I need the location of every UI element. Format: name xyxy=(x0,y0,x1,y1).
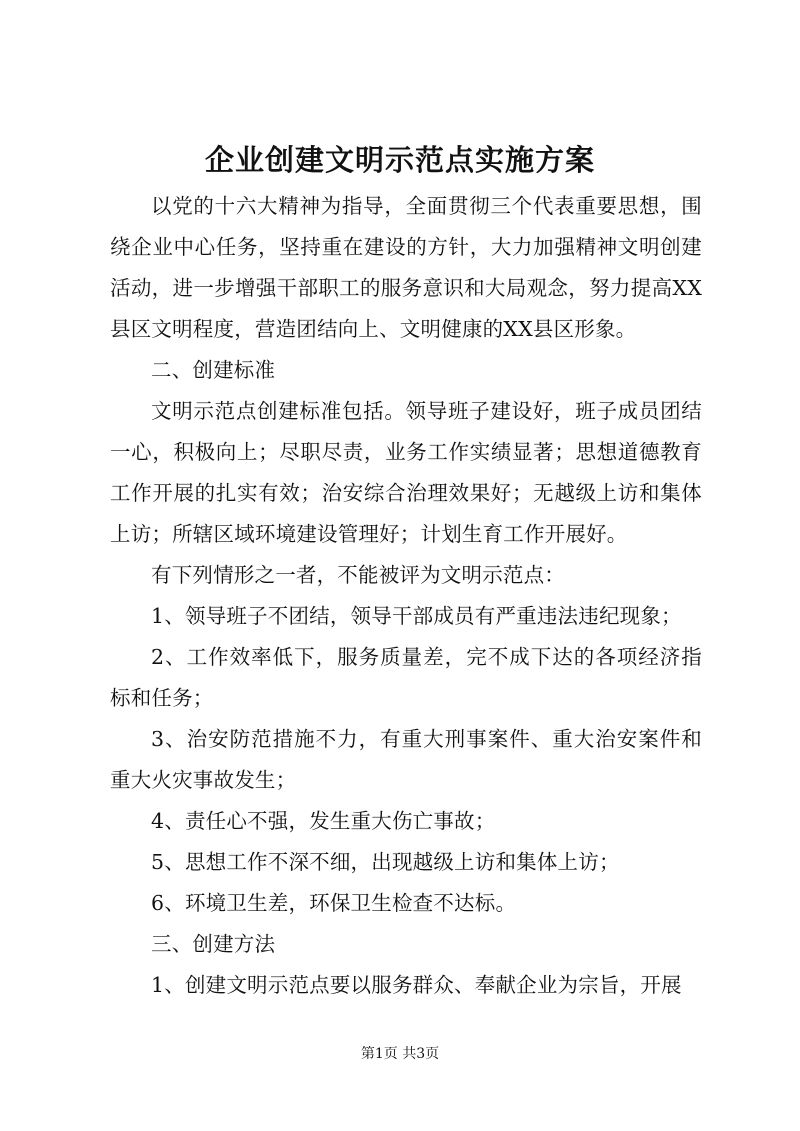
paragraph-guiding-principle: 以党的十六大精神为指导，全面贯彻三个代表重要思想，围绕企业中心任务，坚持重在建设的方针，大力加强精神文明创建活动，进一步增强干部职工的服务意识和大局观念，努力提高XX县区文明程度，营造团结向上、文明健康的XX县区形象。 xyxy=(110,194,702,341)
list-item-1: 1、领导班子不团结，领导干部成员有严重违法违纪现象； xyxy=(151,604,682,628)
document-title: 企业创建文明示范点实施方案 xyxy=(204,143,595,177)
list-item-3: 3、治安防范措施不力，有重大刑事案件、重大治安案件和重大火灾事故发生； xyxy=(110,727,702,792)
section-heading-methods: 三、创建方法 xyxy=(151,932,276,956)
paragraph-standards: 文明示范点创建标准包括。领导班子建设好，班子成员团结一心，积极向上；尽职尽责，业务工作实绩显著；思想道德教育工作开展的扎实有效；治安综合治理效果好；无越级上访和集体上访；所辖区域环境建设管理好；计划生育工作开展好。 xyxy=(110,399,702,546)
list-item-4: 4、责任心不强，发生重大伤亡事故； xyxy=(151,809,496,833)
paragraph-disqualifications-intro: 有下列情形之一者，不能被评为文明示范点： xyxy=(151,563,565,587)
section-heading-standards: 二、创建标准 xyxy=(151,358,276,382)
document-body xyxy=(110,186,702,1006)
list-item-2: 2、工作效率低下，服务质量差，完不成下达的各项经济指标和任务； xyxy=(110,645,702,710)
list-item-5: 5、思想工作不深不细，出现越级上访和集体上访； xyxy=(151,850,620,874)
paragraph-methods-1: 1、创建文明示范点要以服务群众、奉献企业为宗旨，开展 xyxy=(151,973,682,997)
list-item-6: 6、环境卫生差，环保卫生检查不达标。 xyxy=(151,891,517,915)
page-footer: 第1页 共3页 xyxy=(360,1046,440,1062)
